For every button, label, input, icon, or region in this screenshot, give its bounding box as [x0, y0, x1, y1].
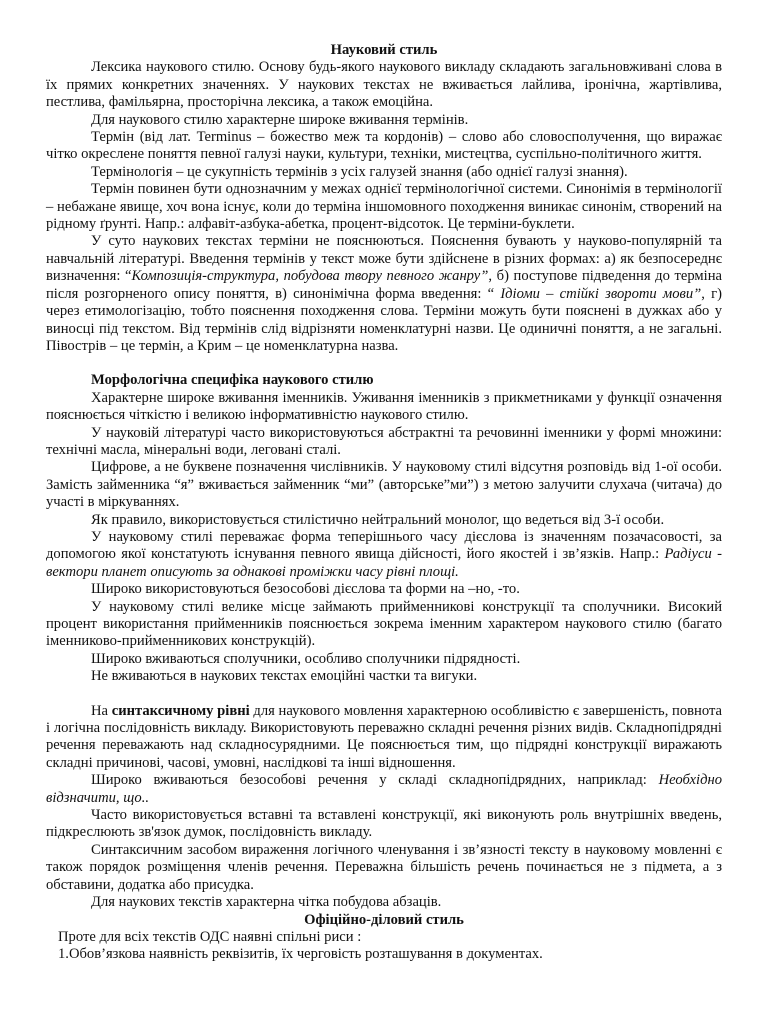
paragraph-lexicon: Лексика наукового стилю. Основу будь-якого наукового викладу складають загальновживані слова в їх прямих конкретних значеннях. У наукових текстах не вживається лайлива, іронічна, жартівлива, пестлива, фамільярна, просторічна лексика, а також емоційна. [46, 59, 722, 111]
paragraph-term-unambiguity: Термін повинен бути однозначним у межах однієї термінологічної системи. Синонімія в термінології – небажане явище, хоч вона існує, коли до терміна іншомовного походження виникає синонім, створений на рідному ґрунті. Напр.: алфавіт-азбука-абетка, процент-відсоток. Це терміни-буклети. [46, 181, 722, 233]
paragraph-terms-usage: Для наукового стилю характерне широке вживання термінів. [91, 111, 469, 128]
paragraph-abstract-nouns: У науковій літературі часто використовуються абстрактні та речовинні іменники у формі множини: технічні масла, мінеральні води, леговані сталі. [46, 424, 722, 458]
italic-example: Необхідно відзначити, що.. [46, 772, 722, 806]
text-run: для наукового мовлення характерною особливістю є завершеність, повнота і логічна послідовність викладу. Використовують переважно складні речення різних видів. Складнопідрядні речення переважають над складносурядними. Це пояснюється тим, що підрядні конструкції виражають складні причинові, часові, умовні, наслідкові та інші відношення. [46, 702, 722, 771]
text-run: У суто наукових текстах терміни не пояснюються. Пояснення бувають у науково-популярній та навчальній літературі. Введення термінів у текст може бути здійснене в різних формах: а) як безпосереднє визначення: “ [46, 233, 722, 285]
paragraph-present-tense [46, 529, 722, 581]
paragraph-impersonal-sentences [46, 772, 722, 807]
paragraph-impersonal-verbs: Широко використовуються безособові дієслова та форми на –но, -то. [91, 581, 520, 598]
paragraph-particles: Не вживаються в наукових текстах емоційні частки та вигуки. [91, 668, 478, 685]
section-title-official-style: Офіційно-діловий стиль [304, 911, 464, 928]
text-run: Широко вживаються безособові речення у складі складнопідрядних, наприклад: [91, 772, 659, 789]
paragraph-term-introduction [46, 233, 722, 355]
paragraph-terminology: Термінологія – це сукупність термінів з усіх галузей знання (або однієї галузі знання). [91, 163, 628, 180]
spacer [46, 686, 722, 703]
paragraph-nouns: Характерне широке вживання іменників. Уживання іменників з прикметниками у функції означення пояснюється чіткістю і великою інформативністю наукового стилю. [46, 389, 722, 424]
paragraph-insertions: Часто використовується вставні та вставлені конструкції, які виконують роль внутрішніх введень, підкреслюють зв'язок думок, послідовність викладу. [46, 807, 722, 841]
paragraph-term-definition: Термін (від лат. Terminus – божество меж та кордонів) – слово або словосполучення, що виражає чітко окреслене поняття певної галузі науки, культури, техніки, мистецтва, суспільно-політичного життя. [46, 129, 722, 163]
paragraph-prepositions: У науковому стилі велике місце займають прийменникові конструкції та сполучники. Високий процент використання прийменників пояснюється зокрема іменним характером наукового стилю (багато іменниково-прийменникових конструкцій). [46, 598, 722, 650]
italic-example: Композиція-структура, побудова твору певного жанру” [131, 268, 489, 285]
paragraph-conjunctions: Широко вживаються сполучники, особливо сполучники підрядності. [91, 650, 521, 667]
paragraph-monologue: Як правило, використовується стилістично нейтральний монолог, що ведеться від 3-ї особи. [91, 511, 665, 528]
spacer [46, 355, 722, 372]
italic-example: Ідіоми – стійкі звороти мови” [500, 285, 702, 302]
ods-line: Проте для всіх текстів ОДС наявні спільні риси : [58, 928, 362, 945]
paragraph-paragraphs: Для наукових текстів характерна чітка побудова абзаців. [91, 894, 442, 911]
section-title-morphology: Морфологічна специфіка наукового стилю [91, 372, 374, 389]
paragraph-syntax [46, 703, 722, 773]
page-title: Науковий стиль [330, 42, 438, 58]
text-run: У науковому стилі переважає форма теперішнього часу дієслова із значенням позачасовості, за допомогою якої констатують існування певного явища дійсності, його якостей і зв’язків. Напр.: [46, 528, 722, 563]
paragraph-word-order: Синтаксичним засобом вираження логічного членування і зв’язності тексту в науковому мовленні є також порядок розміщення членів речення. Переважна більшість речень починається не з підмета, а з обставини, додатка або присудка. [46, 841, 722, 893]
italic-example: Радіуси - вектори планет описують за однакові проміжки часу рівні площі. [46, 546, 722, 580]
bold-term: синтаксичному рівні [111, 702, 250, 719]
text-run: , г) через етимологізацію, тобто пояснення походження слова. Терміни можуть бути пояснені в дужках або у виносці під текстом. Від термінів слід відрізняти номенклатурні назви. Це одиничні поняття, а не загальні. Півострів – це термін, а Крим – це номенклатурна назва. [46, 285, 722, 354]
text-run: На [91, 702, 112, 719]
ods-line: 1.Обов’язкова наявність реквізитів, їх черговість розташування в документах. [58, 946, 543, 963]
text-run: , б) поступове підведення до терміна після розгорненого опису поняття, в) синонімічна форма введення: “ [46, 268, 722, 302]
paragraph-numerals: Цифрове, а не буквене позначення числівників. У науковому стилі відсутня розповідь від 1-ої особи. Замість займенника “я” вживається займенник “ми” (авторське”ми”) з метою залучити слухача (читача) до участі в міркуваннях. [46, 459, 722, 511]
